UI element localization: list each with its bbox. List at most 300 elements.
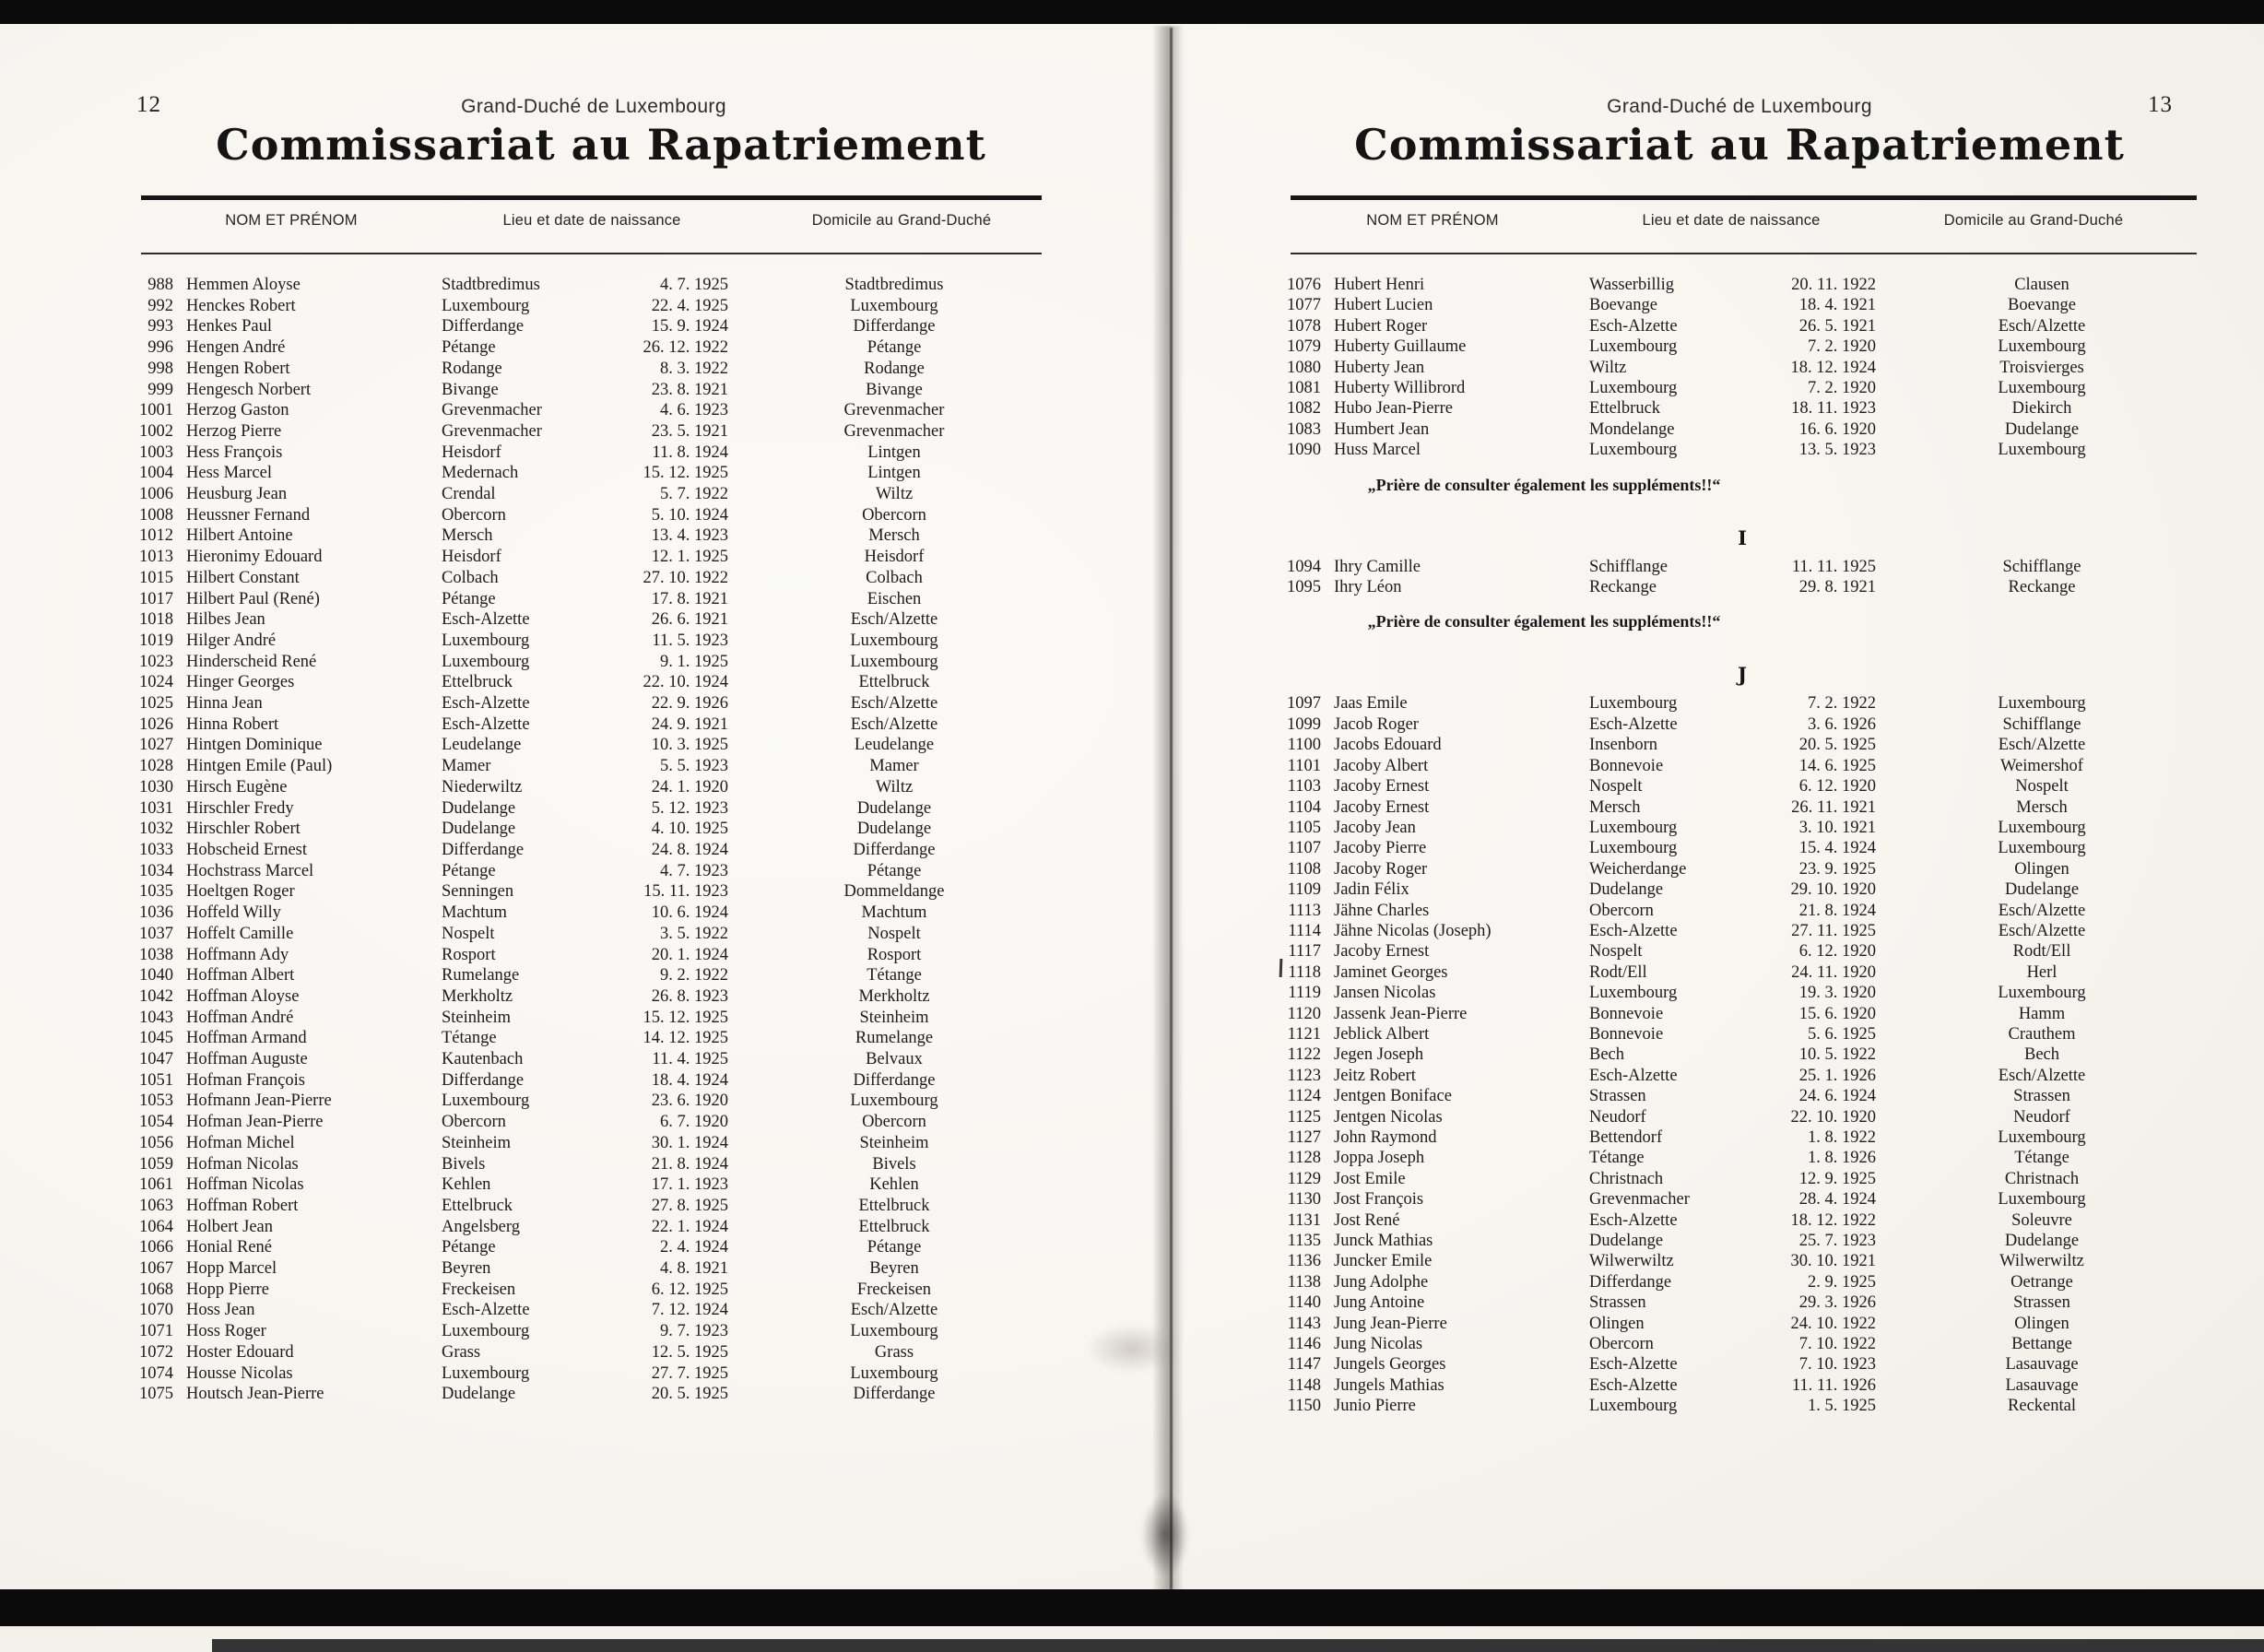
table-row [129,1321,1060,1342]
column-header-domicile-right: Domicile au Grand-Duché [1943,212,2124,229]
cell-birthdate: 7. 10. 1922 [1798,1335,1876,1354]
cell-number: 1017 [139,589,173,608]
cell-birthplace: Nospelt [1589,777,1643,796]
cell-birthdate: 3. 10. 1921 [1798,818,1876,837]
cell-number: 998 [147,359,173,378]
cell-number: 1135 [1287,1232,1321,1251]
table-row [1277,776,2208,796]
cell-number: 1136 [1287,1252,1321,1271]
table-row [1277,419,2208,440]
cell-name: Hoffman Armand [186,1029,307,1048]
cell-domicile: Steinheim [859,1008,929,1027]
cell-domicile: Grass [874,1342,914,1362]
cell-birthdate: 6. 12. 1920 [1798,942,1876,962]
cell-name: Hofman François [186,1070,305,1090]
cell-number: 1121 [1287,1024,1321,1044]
cell-domicile: Bivels [872,1154,916,1174]
cell-birthdate: 30. 10. 1921 [1790,1252,1876,1271]
cell-name: Huberty Guillaume [1334,337,1467,357]
header-rule-thick-right [1291,195,2197,200]
cell-birthdate: 23. 5. 1921 [651,421,728,441]
cell-number: 1118 [1288,962,1321,982]
scanner-edge-bottom-strip [212,1639,2264,1652]
cell-birthplace: Bivange [442,380,499,399]
supplement-note: „Prière de consulter également les suppléments!!“ [1367,612,1721,631]
cell-birthdate: 18. 4. 1921 [1798,296,1876,315]
cell-domicile: Differdange [853,317,936,336]
cell-domicile: Luxembourg [1998,441,2086,460]
cell-number: 1074 [139,1363,173,1383]
cell-domicile: Olingen [2014,1314,2069,1333]
cell-number: 1015 [139,568,173,587]
cell-birthdate: 29. 3. 1926 [1798,1293,1876,1313]
cell-birthdate: 17. 1. 1923 [651,1175,728,1195]
cell-name: Jadin Félix [1334,880,1409,900]
cell-birthdate: 22. 10. 1924 [643,673,728,692]
cell-birthdate: 26. 8. 1923 [651,986,728,1006]
cell-number: 1034 [139,861,173,880]
table-row [129,1112,1060,1133]
table-row [1277,1169,2208,1189]
table-row [129,1133,1060,1154]
cell-birthplace: Luxembourg [1589,694,1678,714]
cell-name: Hilbes Jean [186,610,265,630]
cell-domicile: Esch/Alzette [850,714,938,734]
cell-birthplace: Mersch [442,526,493,546]
cell-name: Hess Marcel [186,464,272,483]
cell-birthdate: 21. 8. 1924 [651,1154,728,1174]
cell-birthplace: Merkholtz [442,986,513,1006]
table-row [1277,859,2208,879]
cell-name: Jacoby Albert [1334,756,1429,775]
cell-name: Jacobs Edouard [1334,736,1442,755]
cell-birthplace: Differdange [1589,1272,1672,1292]
cell-number: 1072 [139,1342,173,1362]
cell-domicile: Freckeisen [856,1280,932,1299]
cell-number: 1053 [139,1092,173,1111]
cell-name: Hubert Roger [1334,316,1428,336]
cell-birthplace: Kehlen [442,1175,491,1195]
cell-birthdate: 3. 6. 1926 [1808,714,1876,734]
cell-birthdate: 18. 12. 1924 [1790,358,1876,377]
cell-birthplace: Reckange [1589,578,1657,597]
cell-number: 1023 [139,652,173,671]
cell-domicile: Luxembourg [1998,839,2086,858]
cell-birthdate: 5. 7. 1922 [660,485,728,504]
table-row [129,735,1060,756]
cell-birthplace: Bech [1589,1045,1625,1065]
cell-birthplace: Esch-Alzette [1589,921,1678,940]
cell-name: Jentgen Boniface [1334,1087,1452,1106]
table-row [129,1154,1060,1175]
cell-birthdate: 25. 7. 1923 [1798,1232,1876,1251]
table-row [1277,1024,2208,1044]
cell-name: Hilbert Constant [186,568,300,587]
cell-name: Jung Adolphe [1334,1272,1429,1292]
cell-birthplace: Stadtbredimus [442,276,540,294]
cell-name: Houtsch Jean-Pierre [186,1385,324,1404]
cell-birthdate: 10. 5. 1922 [1798,1045,1876,1065]
cell-birthplace: Machtum [442,903,507,923]
cell-number: 988 [147,276,173,294]
cell-birthplace: Esch-Alzette [1589,1210,1678,1230]
cell-name: Jost René [1334,1210,1400,1230]
cell-domicile: Schifflange [2002,557,2081,576]
cell-domicile: Dommeldange [843,882,945,902]
cell-birthplace: Dudelange [1589,880,1664,900]
cell-birthplace: Boevange [1589,296,1657,315]
table-row [1277,879,2208,900]
table-row [1277,1107,2208,1127]
cell-domicile: Weimershof [2000,756,2083,775]
cell-birthplace: Luxembourg [442,1363,530,1383]
cell-number: 1030 [139,777,173,796]
cell-number: 1117 [1288,942,1321,962]
cell-birthdate: 27. 11. 1925 [1791,921,1876,940]
cell-domicile: Luxembourg [1998,1190,2086,1210]
cell-number: 1147 [1287,1355,1321,1375]
table-row [1277,1127,2208,1148]
table-row [1277,378,2208,398]
cell-domicile: Stadtbredimus [844,276,944,294]
cell-domicile: Luxembourg [1998,984,2086,1003]
cell-birthdate: 4. 8. 1921 [660,1259,728,1279]
cell-birthplace: Tétange [1589,1149,1645,1168]
gutter-shadow-blob [1141,1493,1189,1576]
cell-domicile: Leudelange [854,736,935,755]
cell-name: Jungels Georges [1334,1355,1446,1375]
table-row [129,505,1060,526]
column-header-birth-left: Lieu et date de naissance [502,212,681,229]
cell-name: Hoss Jean [186,1301,255,1320]
cell-domicile: Rodt/Ell [2012,942,2071,962]
cell-name: Hengen Robert [186,359,290,378]
cell-name: Hubert Lucien [1334,296,1433,315]
table-row [129,903,1060,924]
cell-name: Jacoby Ernest [1334,797,1430,817]
cell-name: Huberty Jean [1334,358,1425,377]
cell-name: Herzog Pierre [186,421,282,441]
cell-domicile: Lintgen [867,464,921,483]
cell-name: Hilbert Antoine [186,526,293,546]
cell-birthplace: Steinheim [442,1133,512,1152]
cell-name: Jeitz Robert [1334,1066,1416,1085]
cell-birthdate: 7. 2. 1920 [1808,337,1876,357]
cell-birthplace: Schifflange [1589,557,1668,576]
cell-domicile: Belvaux [866,1050,923,1069]
cell-birthplace: Differdange [442,840,525,859]
cell-name: Jung Jean-Pierre [1334,1314,1447,1333]
table-row [1277,275,2208,295]
cell-birthplace: Kautenbach [442,1050,524,1069]
cell-birthplace: Luxembourg [442,652,530,671]
table-row [129,463,1060,484]
table-row [1277,1086,2208,1106]
cell-birthdate: 15. 12. 1925 [643,464,728,483]
cell-domicile: Esch/Alzette [850,694,938,714]
table-row [129,525,1060,547]
cell-number: 1043 [139,1008,173,1027]
cell-birthdate: 5. 6. 1925 [1808,1024,1876,1044]
cell-number: 1125 [1287,1107,1321,1127]
scanner-edge-top [0,0,2264,24]
cell-birthplace: Ettelbruck [442,673,513,692]
cell-name: Housse Nicolas [186,1363,293,1383]
cell-birthplace: Dudelange [442,1385,516,1404]
cell-birthplace: Rumelange [442,966,520,985]
scanner-edge-bottom [0,1589,2264,1626]
cell-birthdate: 15. 9. 1924 [651,317,728,336]
cell-name: Hofman Michel [186,1133,295,1152]
cell-number: 1150 [1287,1397,1321,1416]
table-row [129,1363,1060,1385]
cell-birthplace: Esch-Alzette [1589,1375,1678,1395]
table-row [1277,818,2208,838]
table-row [129,1280,1060,1301]
table-row [1277,962,2208,983]
cell-birthplace: Angelsberg [442,1217,520,1236]
table-row [1277,295,2208,315]
header-rule-thick-left [141,195,1042,200]
table-row [1277,1314,2208,1334]
cell-birthdate: 3. 5. 1922 [660,924,728,943]
cell-number: 1146 [1287,1335,1321,1354]
cell-birthdate: 4. 7. 1925 [660,276,728,294]
section-letter: J [1738,663,1747,687]
cell-birthplace: Weicherdange [1589,859,1687,879]
table-row [1277,358,2208,378]
cell-birthdate: 9. 1. 1925 [660,652,728,671]
cell-domicile: Luxembourg [850,1322,938,1341]
table-row [129,777,1060,798]
cell-number: 1004 [139,464,173,483]
table-row [129,1091,1060,1112]
cell-domicile: Oetrange [2010,1272,2073,1292]
cell-birthdate: 2. 9. 1925 [1808,1272,1876,1292]
cell-birthplace: Grass [442,1342,481,1362]
cell-number: 993 [147,317,173,336]
cell-birthplace: Ettelbruck [1589,399,1661,419]
cell-name: Hoffman Nicolas [186,1175,304,1195]
cell-number: 1128 [1287,1149,1321,1168]
cell-domicile: Rosport [867,945,922,964]
cell-birthplace: Pétange [442,861,496,880]
cell-domicile: Tétange [867,966,922,985]
cell-domicile: Mersch [868,526,920,546]
cell-birthdate: 15. 4. 1924 [1798,839,1876,858]
cell-number: 1051 [139,1070,173,1090]
cell-name: Hoffeld Willy [186,903,281,923]
cell-birthdate: 1. 8. 1922 [1808,1128,1876,1147]
cell-birthdate: 11. 11. 1925 [1791,557,1876,576]
letterhead-right: Grand-Duché de Luxembourg [1607,96,1872,117]
cell-birthdate: 6. 12. 1920 [1798,777,1876,796]
cell-name: Heussner Fernand [186,505,311,525]
cell-name: Jentgen Nicolas [1334,1107,1443,1127]
cell-name: Joppa Joseph [1334,1149,1425,1168]
cell-birthdate: 12. 9. 1925 [1798,1169,1876,1188]
cell-name: Hobscheid Ernest [186,840,308,859]
cell-birthdate: 22. 1. 1924 [651,1217,728,1236]
cell-birthdate: 9. 7. 1923 [660,1322,728,1341]
table-row [129,1258,1060,1280]
table-row [1277,1251,2208,1271]
table-row [1277,398,2208,419]
cell-name: Henkes Paul [186,317,272,336]
cell-domicile: Rodange [864,359,925,378]
table-row [1277,1066,2208,1086]
table-row [129,359,1060,380]
cell-number: 1018 [139,610,173,630]
cell-name: Jacoby Ernest [1334,777,1430,796]
cell-birthplace: Bonnevoie [1589,756,1664,775]
table-row [129,484,1060,505]
cell-number: 1082 [1287,399,1321,419]
cell-number: 1047 [139,1050,173,1069]
cell-domicile: Differdange [853,840,936,859]
table-row [1277,941,2208,962]
cell-name: Hubert Henri [1334,276,1425,294]
table-row [129,296,1060,317]
cell-number: 1108 [1287,859,1321,879]
cell-domicile: Luxembourg [850,296,938,315]
cell-number: 1056 [139,1133,173,1152]
cell-birthplace: Leudelange [442,736,522,755]
table-row [1277,1396,2208,1416]
cell-birthdate: 22. 4. 1925 [651,296,728,315]
cell-birthdate: 6. 7. 1920 [660,1113,728,1132]
cell-number: 1019 [139,631,173,650]
table-row [1277,921,2208,941]
cell-number: 1006 [139,485,173,504]
table-row [129,861,1060,882]
cell-birthdate: 2. 4. 1924 [660,1238,728,1257]
cell-birthdate: 11. 11. 1926 [1791,1375,1876,1395]
cell-domicile: Bivange [866,380,923,399]
cell-number: 1070 [139,1301,173,1320]
cell-birthdate: 9. 2. 1922 [660,966,728,985]
cell-birthplace: Esch-Alzette [1589,316,1678,336]
cell-domicile: Pétange [867,861,922,880]
table-row [1277,693,2208,714]
table-row [129,547,1060,568]
cell-birthplace: Luxembourg [1589,337,1678,357]
cell-birthdate: 24. 8. 1924 [651,840,728,859]
cell-birthdate: 5. 5. 1923 [660,757,728,776]
cell-birthplace: Rosport [442,945,496,964]
cell-domicile: Boevange [2008,296,2076,315]
table-row [129,380,1060,401]
cell-number: 1031 [139,798,173,818]
cell-number: 1079 [1287,337,1321,357]
table-row [129,1049,1060,1070]
table-row [1277,440,2208,460]
cell-birthplace: Wasserbillig [1589,276,1675,294]
cell-domicile: Wilwerwiltz [1999,1252,2084,1271]
table-row [1277,1231,2208,1251]
cell-name: Hirschler Fredy [186,798,294,818]
cell-birthplace: Grevenmacher [442,421,542,441]
table-row [129,442,1060,464]
cell-birthplace: Niederwiltz [442,777,523,796]
cell-name: Hinderscheid René [186,652,317,671]
cell-number: 1123 [1287,1066,1321,1085]
cell-domicile: Kehlen [869,1175,919,1195]
cell-number: 996 [147,338,173,358]
cell-birthdate: 11. 5. 1923 [652,631,728,650]
cell-number: 1131 [1287,1210,1321,1230]
cell-domicile: Nospelt [867,924,921,943]
cell-birthplace: Medernach [442,464,519,483]
cell-name: Humbert Jean [1334,419,1430,439]
table-row [1277,577,2208,597]
cell-name: Jung Nicolas [1334,1335,1423,1354]
cell-birthdate: 17. 8. 1921 [651,589,728,608]
cell-domicile: Hamm [2018,1004,2066,1023]
cell-number: 1002 [139,421,173,441]
cell-birthdate: 15. 6. 1920 [1798,1004,1876,1023]
cell-name: Juncker Emile [1334,1252,1433,1271]
table-row [129,400,1060,421]
cell-name: Junio Pierre [1334,1397,1416,1416]
cell-birthdate: 18. 4. 1924 [651,1070,728,1090]
cell-birthplace: Wilwerwiltz [1589,1252,1674,1271]
cell-domicile: Ettelbruck [858,673,930,692]
table-row [1277,838,2208,858]
cell-number: 1071 [139,1322,173,1341]
cell-number: 1099 [1287,714,1321,734]
cell-domicile: Mamer [869,757,919,776]
cell-domicile: Strassen [2013,1293,2070,1313]
cell-birthdate: 12. 5. 1925 [651,1342,728,1362]
cell-number: 1040 [139,966,173,985]
cell-domicile: Dudelange [856,798,932,818]
table-row [129,1237,1060,1258]
table-row [129,798,1060,820]
table-row [129,609,1060,631]
cell-number: 1038 [139,945,173,964]
cell-domicile: Bech [2023,1045,2059,1065]
cell-birthdate: 7. 2. 1920 [1808,379,1876,398]
cell-number: 1075 [139,1385,173,1404]
table-row [129,631,1060,652]
cell-birthplace: Obercorn [1589,901,1654,920]
cell-name: Jaminet Georges [1334,962,1448,982]
cell-domicile: Tétange [2014,1149,2069,1168]
cell-birthplace: Strassen [1589,1293,1646,1313]
cell-domicile: Reckange [2008,578,2076,597]
cell-name: Jacoby Roger [1334,859,1428,879]
cell-name: Jassenk Jean-Pierre [1334,1004,1468,1023]
cell-birthdate: 24. 6. 1924 [1798,1087,1876,1106]
cell-name: Hieronimy Edouard [186,548,323,567]
cell-number: 1054 [139,1113,173,1132]
table-row [129,693,1060,714]
table-row [129,316,1060,337]
cell-name: Huss Marcel [1334,441,1421,460]
table-row [129,1300,1060,1321]
table-row [129,421,1060,442]
cell-birthplace: Differdange [442,1070,525,1090]
table-row [1277,714,2208,735]
cell-birthdate: 23. 8. 1921 [651,380,728,399]
cell-number: 1104 [1287,797,1321,817]
cell-birthplace: Wiltz [1589,358,1627,377]
cell-number: 1103 [1287,777,1321,796]
cell-name: Hintgen Dominique [186,736,323,755]
cell-domicile: Differdange [853,1385,936,1404]
cell-birthdate: 19. 3. 1920 [1798,984,1876,1003]
